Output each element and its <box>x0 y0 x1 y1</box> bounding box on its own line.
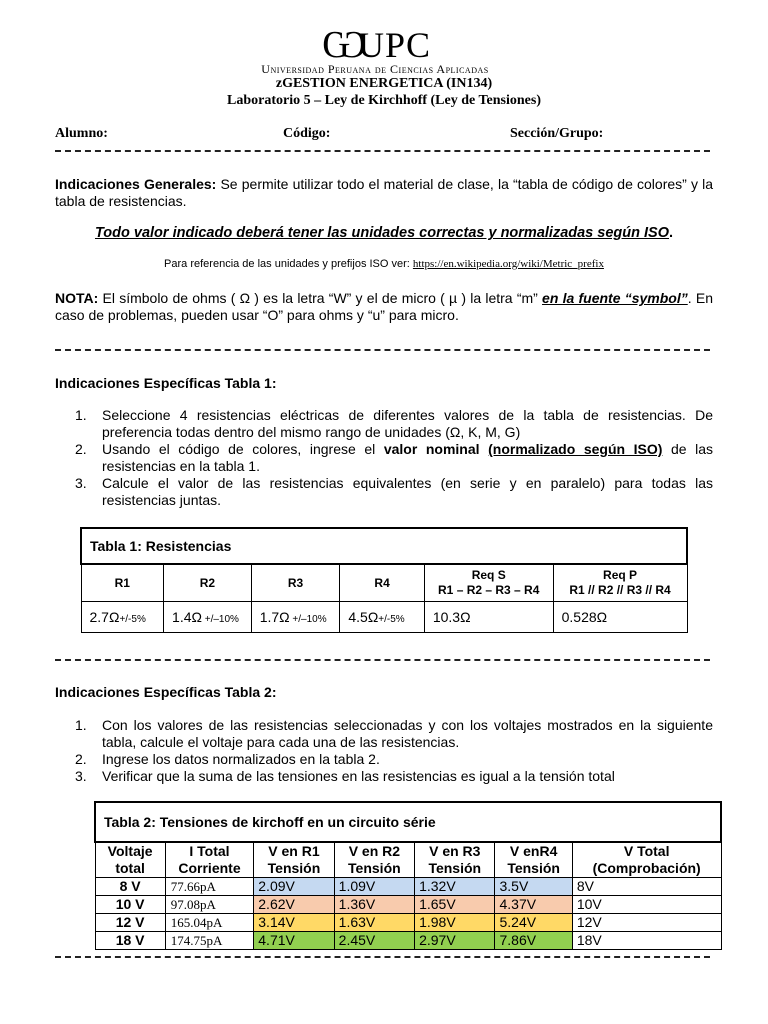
list-item: 3. Calcule el valor de las resistencias equivalentes (en serie y en paralelo) para todas las resistencias juntas. <box>75 475 713 508</box>
table-header: Voltaje total <box>95 842 165 878</box>
course-title: zGESTION ENERGETICA (IN134) <box>275 76 493 91</box>
list-item: 2. Usando el código de colores, ingrese el valor nominal (normalizado según ISO) de las resistencias en la tabla 1. <box>75 441 714 474</box>
iso-note-dot: . <box>668 225 674 241</box>
table-cell: 2.09V <box>254 878 334 896</box>
nota-text-2: . En caso de problemas, pueden usar “O” para ohms y “u” para micro. <box>55 290 713 323</box>
table-header: Req S R1 – R2 – R3 – R4 <box>424 564 553 602</box>
table-header: V Total (Comprobación) <box>572 842 721 878</box>
table-cell: 97.08pA <box>165 896 254 914</box>
table-cell: 1.63V <box>334 914 414 932</box>
codigo-label: Código: <box>283 126 331 141</box>
general-label: Indicaciones Generales: <box>55 176 217 192</box>
table-cell: 1.98V <box>415 914 495 932</box>
divider <box>55 659 710 661</box>
divider <box>55 349 710 351</box>
nota <box>55 290 713 324</box>
general-indications <box>55 176 713 210</box>
table-cell: 8V <box>572 878 721 896</box>
table-row <box>95 914 721 932</box>
lab-title: Laboratorio 5 – Ley de Kirchhoff (Ley de Tensiones) <box>227 93 541 108</box>
table-cell: 5.24V <box>495 914 572 932</box>
table-row <box>95 932 721 950</box>
table-cell: 1.36V <box>334 896 414 914</box>
table-header: V en R3 Tensión <box>415 842 495 878</box>
table-header: V en R2 Tensión <box>334 842 414 878</box>
table-cell: 1.4Ω +/–10% <box>164 602 252 633</box>
table-cell: 10.3Ω <box>424 602 553 633</box>
table-header: V en R1 Tensión <box>254 842 334 878</box>
table-header: Req P R1 // R2 // R3 // R4 <box>553 564 687 602</box>
table-header: R2 <box>164 564 252 602</box>
tabla2-instructions <box>55 717 713 785</box>
table-cell: 10 V <box>95 896 165 914</box>
table-cell: 10V <box>572 896 721 914</box>
table-cell: 7.86V <box>495 932 572 950</box>
table-cell: 12 V <box>95 914 165 932</box>
table-header: R3 <box>251 564 340 602</box>
nota-label: NOTA: <box>55 290 99 306</box>
table-cell: 18 V <box>95 932 165 950</box>
iso-reference-link[interactable]: https://en.wikipedia.org/wiki/Metric_prefix <box>412 258 604 270</box>
university-name: Universidad Peruana de Ciencias Aplicadas <box>261 62 489 76</box>
tabla1-caption: Tabla 1: Resistencias <box>81 528 687 564</box>
table-cell: 3.14V <box>254 914 334 932</box>
table-cell: 12V <box>572 914 721 932</box>
table-cell: 1.65V <box>415 896 495 914</box>
iso-note <box>0 225 768 241</box>
iso-reference-text: Para referencia de las unidades y prefijos ISO ver: <box>164 258 413 270</box>
tabla1-instructions <box>55 407 713 509</box>
alumno-label: Alumno: <box>55 126 108 141</box>
table-cell: 4.5Ω+/-5% <box>340 602 424 633</box>
divider <box>55 150 710 152</box>
divider <box>55 956 710 958</box>
nota-font: en la fuente “symbol” <box>542 290 688 306</box>
table-cell: 4.71V <box>254 932 334 950</box>
table-cell: 2.97V <box>415 932 495 950</box>
list-item: 1. Con los valores de las resistencias seleccionadas y con los voltajes mostrados en la siguiente tabla, calcule el voltaje para cada una de las resistencias. <box>75 717 713 750</box>
table-cell: 1.32V <box>415 878 495 896</box>
table-cell: 2.62V <box>254 896 334 914</box>
upc-logo <box>240 24 510 76</box>
table-cell: 77.66pA <box>165 878 254 896</box>
list-item: 2. Ingrese los datos normalizados en la tabla 2. <box>75 751 380 767</box>
table-header: R1 <box>81 564 164 602</box>
table-header: V enR4 Tensión <box>495 842 572 878</box>
table-cell: 3.5V <box>495 878 572 896</box>
table-cell: 18V <box>572 932 721 950</box>
nota-text-1: El símbolo de ohms ( Ω ) es la letra “W” y el de micro ( µ ) la letra “m” <box>98 290 543 306</box>
tabla1-table <box>80 527 688 633</box>
table-row <box>95 896 721 914</box>
iso-reference <box>0 258 768 270</box>
table-cell: 0.528Ω <box>553 602 687 633</box>
table-cell: 2.7Ω+/-5% <box>81 602 164 633</box>
table-header: I Total Corriente <box>165 842 254 878</box>
table-cell: 8 V <box>95 878 165 896</box>
upc-emblem-icon: Ѡ <box>322 24 367 66</box>
list-item: 1. Seleccione 4 resistencias eléctricas de diferentes valores de la tabla de resistencias. De preferencia todas dentro del mismo rango de unidades (Ω, K, M, G) <box>75 407 713 440</box>
table-cell: 165.04pA <box>165 914 254 932</box>
table-header: R4 <box>340 564 424 602</box>
logo-text: UPC <box>358 25 432 65</box>
tabla1-heading: Indicaciones Específicas Tabla 1: <box>55 375 277 391</box>
table-cell: 174.75pA <box>165 932 254 950</box>
tabla2-table <box>94 801 722 950</box>
table-cell: 1.09V <box>334 878 414 896</box>
list-item: 3. Verificar que la suma de las tensiones en las resistencias es igual a la tensión total <box>75 768 615 784</box>
general-text: Se permite utilizar todo el material de clase, la “tabla de código de colores” y la tabla de resistencias. <box>55 176 713 209</box>
iso-note-text: Todo valor indicado deberá tener las unidades correctas y normalizadas según ISO <box>94 225 669 241</box>
table-row <box>95 878 721 896</box>
table-cell: 1.7Ω +/–10% <box>251 602 340 633</box>
tabla2-heading: Indicaciones Específicas Tabla 2: <box>55 684 277 700</box>
table-cell: 4.37V <box>495 896 572 914</box>
tabla2-caption: Tabla 2: Tensiones de kirchoff en un circuito série <box>95 802 721 842</box>
seccion-label: Sección/Grupo: <box>510 126 604 141</box>
table-cell: 2.45V <box>334 932 414 950</box>
